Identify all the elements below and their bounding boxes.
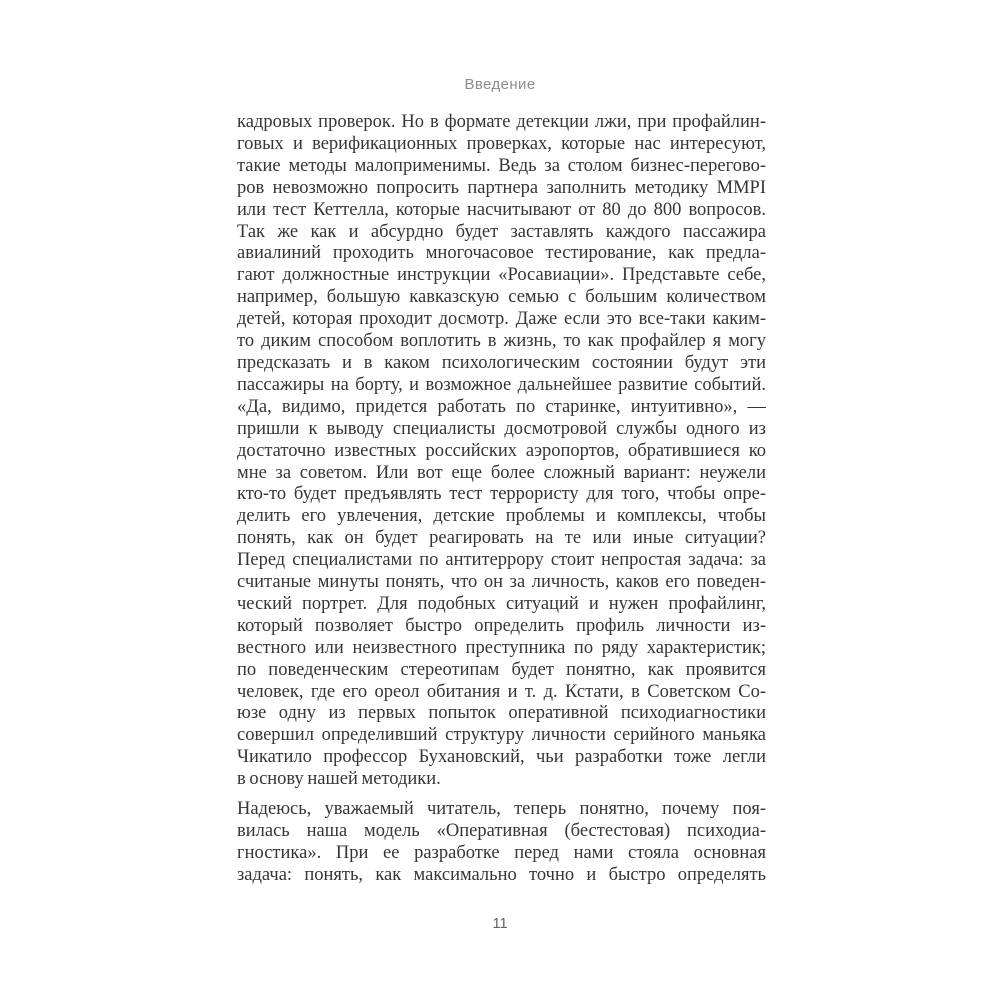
paragraph [237,112,766,791]
text-line: делить его увлечения, детские проблемы и комплексы, чтобы [237,506,766,527]
text-line: задача: понять, как максимально точно и быстро определять [237,864,766,885]
text-line: вилась наша модель «Оперативная (бестестовая) психодиа- [237,821,766,841]
text-line: то диким способом воплотить в жизнь, то как профайлер я могу [237,331,766,352]
text-line: говых и верификационных проверках, которые нас интересуют, [237,133,766,154]
text-line: гностика». При ее разработке перед нами стояла основная [237,842,766,863]
text-line: предсказать и в каком психологическим состоянии будут эти [237,352,766,373]
text-line: «Да, видимо, придется работать по старинке, интуитивно», — [237,396,766,417]
text-line: человек, где его ореол обитания и т. д. Кстати, в Советском Со- [237,681,766,702]
text-line: Надеюсь, уважаемый читатель, теперь понятно, почему поя- [237,799,766,820]
text-line: который позволяет быстро определить профиль личности из- [237,615,766,636]
text-line: Чикатило профессор Бухановский, чьи разработки тоже легли [237,747,766,768]
text-line: юзе одну из первых попыток оперативной психодиагностики [237,703,766,724]
text-line: Перед специалистами по антитеррору стоит непростая задача: за [237,550,766,571]
text-line: пришли к выводу специалисты досмотровой службы одного из [237,418,766,439]
text-line: такие методы малоприменимы. Ведь за столом бизнес-перегово- [237,155,766,176]
text-line: гают должностные инструкции «Росавиации». Представьте себе, [237,265,766,286]
text-line: авиалиний проходить многочасовое тестирование, как предла- [237,243,766,264]
text-line: в основу нашей методики. [237,769,441,790]
text-line: по поведенческим стереотипам будет понятно, как проявится [237,659,766,680]
text-line: достаточно известных российских аэропортов, обратившиеся ко [237,440,766,461]
paragraph [237,799,766,887]
text-line: вестного или неизвестного преступника по ряду характеристик; [237,637,766,658]
text-line: совершил определивший структуру личности серийного маньяка [237,725,766,746]
text-line: ров невозможно попросить партнера заполнить методику MMPI [237,177,766,198]
text-line: ческий портрет. Для подобных ситуаций и нужен профайлинг, [237,593,766,614]
text-line: считаные минуты понять, что он за личность, каков его поведен- [237,572,766,593]
page-number: 11 [492,916,508,932]
text-line: мне за советом. Или вот еще более сложный вариант: неужели [237,462,766,483]
text-line: кадровых проверок. Но в формате детекции лжи, при профайлин- [237,112,766,132]
running-head-title: Введение [464,76,536,93]
text-line: детей, которая проходит досмотр. Даже если это все-таки каким- [237,309,766,330]
text-line: Так же как и абсурдно будет заставлять каждого пассажира [237,221,766,242]
body-text [237,112,766,887]
text-line: кто-то будет предъявлять тест террористу для того, чтобы опре- [237,484,766,505]
text-line: например, большую кавказскую семью с большим количеством [237,287,766,308]
text-line: или тест Кеттелла, которые насчитывают от 80 до 800 вопросов. [237,199,766,220]
text-line: понять, как он будет реагировать на те или иные ситуации? [237,528,766,549]
text-line: пассажиры на борту, и возможное дальнейшее развитие событий. [237,374,766,395]
